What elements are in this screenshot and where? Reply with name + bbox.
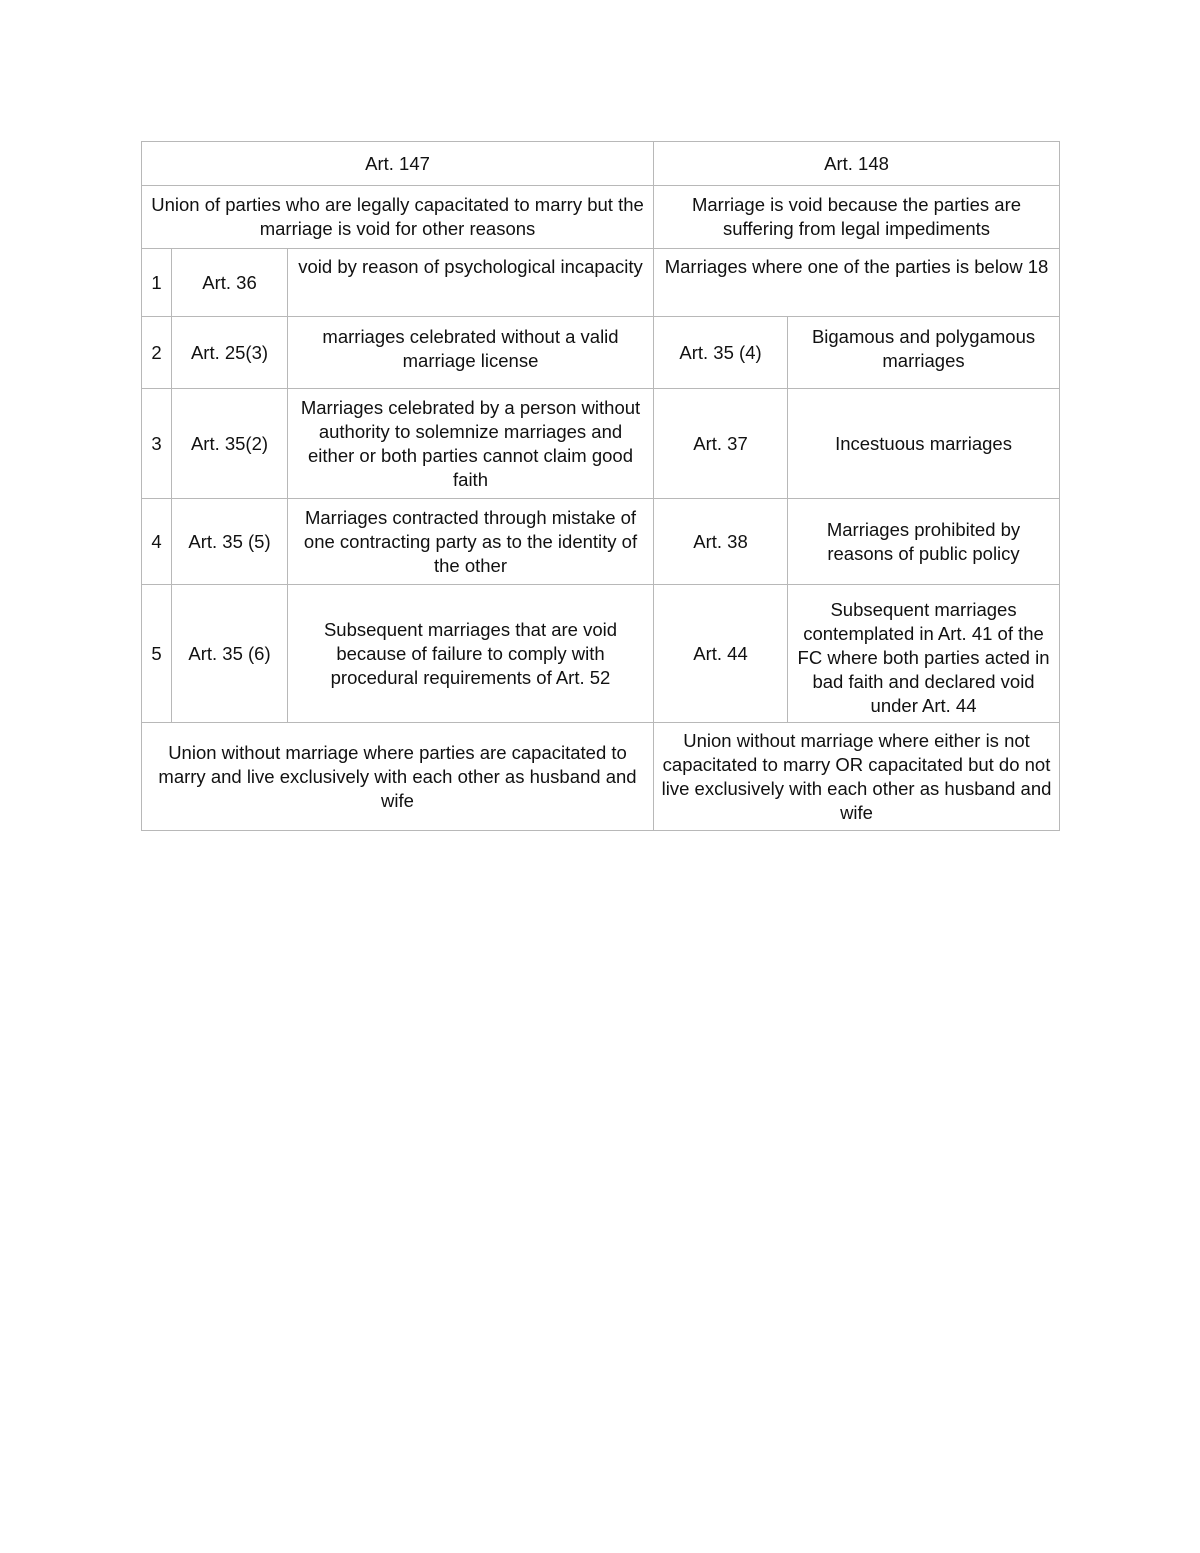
art147-article: Art. 36 — [172, 249, 288, 317]
row-number: 5 — [142, 585, 172, 723]
art148-article: Art. 35 (4) — [654, 317, 788, 389]
header-row — [142, 142, 1060, 186]
art148-description: Subsequent marriages contemplated in Art. 41 of the FC where both parties acted in bad faith and declared void under Art. 44 — [788, 585, 1060, 723]
subheader-art147: Union of parties who are legally capacitated to marry but the marriage is void for other reasons — [142, 186, 654, 249]
footer-row — [142, 723, 1060, 831]
art147-description: Marriages celebrated by a person without authority to solemnize marriages and either or both parties cannot claim good faith — [288, 389, 654, 499]
row-number: 3 — [142, 389, 172, 499]
art147-description: Marriages contracted through mistake of one contracting party as to the identity of the other — [288, 499, 654, 585]
art147-description: Subsequent marriages that are void because of failure to comply with procedural requirements of Art. 52 — [288, 585, 654, 723]
art148-description: Bigamous and polygamous marriages — [788, 317, 1060, 389]
row-number: 2 — [142, 317, 172, 389]
art147-article: Art. 35(2) — [172, 389, 288, 499]
row-number: 1 — [142, 249, 172, 317]
art148-description: Marriages where one of the parties is below 18 — [654, 249, 1060, 317]
table-row — [142, 389, 1060, 499]
art147-article: Art. 35 (5) — [172, 499, 288, 585]
header-art148: Art. 148 — [654, 142, 1060, 186]
art147-description: marriages celebrated without a valid marriage license — [288, 317, 654, 389]
row-number: 4 — [142, 499, 172, 585]
table-row — [142, 499, 1060, 585]
art147-article: Art. 35 (6) — [172, 585, 288, 723]
footer-art147: Union without marriage where parties are capacitated to marry and live exclusively with each other as husband and wife — [142, 723, 654, 831]
table-row — [142, 317, 1060, 389]
header-art147: Art. 147 — [142, 142, 654, 186]
comparison-table — [141, 141, 1060, 831]
art148-article: Art. 38 — [654, 499, 788, 585]
table-row — [142, 585, 1060, 723]
art147-description: void by reason of psychological incapacity — [288, 249, 654, 317]
table-row — [142, 249, 1060, 317]
footer-art148: Union without marriage where either is not capacitated to marry OR capacitated but do not live exclusively with each other as husband and wife — [654, 723, 1060, 831]
art147-article: Art. 25(3) — [172, 317, 288, 389]
art148-description: Incestuous marriages — [788, 389, 1060, 499]
subheader-row — [142, 186, 1060, 249]
art148-article: Art. 44 — [654, 585, 788, 723]
art148-description: Marriages prohibited by reasons of public policy — [788, 499, 1060, 585]
art148-article: Art. 37 — [654, 389, 788, 499]
subheader-art148: Marriage is void because the parties are suffering from legal impediments — [654, 186, 1060, 249]
